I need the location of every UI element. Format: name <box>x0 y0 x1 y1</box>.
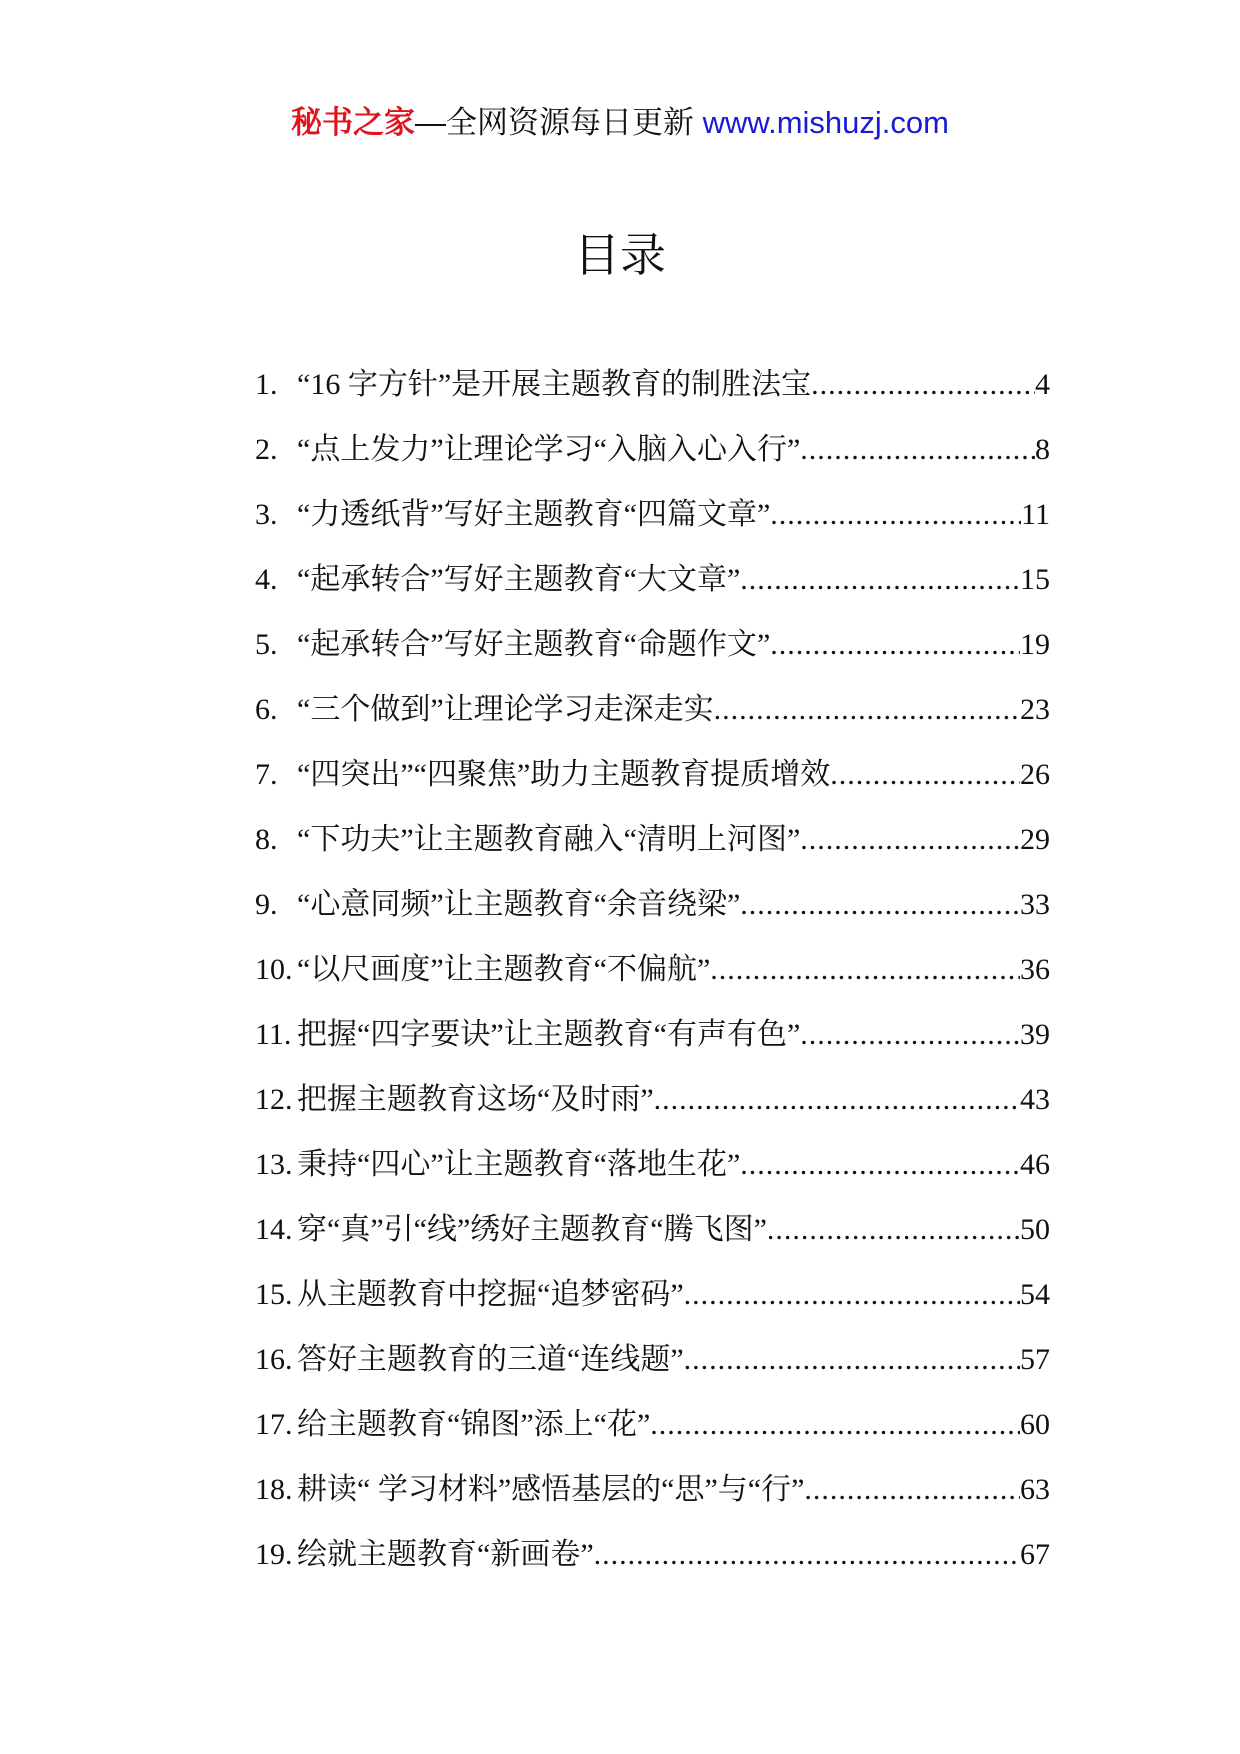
dot-leader <box>714 677 1020 742</box>
toc-entry-page: 23 <box>1020 693 1050 726</box>
toc-entry-page: 63 <box>1020 1473 1050 1506</box>
toc-entry-page: 33 <box>1020 888 1050 921</box>
toc-entry <box>255 547 1050 612</box>
toc-entry-page: 19 <box>1020 628 1050 661</box>
dot-leader <box>800 417 1035 482</box>
toc-entry <box>255 742 1050 807</box>
toc-entry-title: 答好主题教育的三道“连线题” <box>297 1343 684 1376</box>
toc-entry-number: 8. <box>255 823 278 856</box>
toc-entry-title: “以尺画度”让主题教育“不偏航” <box>297 953 711 986</box>
dot-leader <box>710 937 1020 1002</box>
toc-entry <box>255 612 1050 677</box>
toc-entry <box>255 417 1050 482</box>
toc-entry-title: “三个做到”让理论学习走深走实 <box>297 693 714 726</box>
toc-entry-page: 8 <box>1035 433 1050 466</box>
dot-leader <box>767 1197 1020 1262</box>
toc-entry-page: 57 <box>1020 1343 1050 1376</box>
toc-entry-page: 50 <box>1020 1213 1050 1246</box>
toc-entry-number: 4. <box>255 563 278 596</box>
toc-entry-title: “四突出”“四聚焦”助力主题教育提质增效 <box>297 758 831 791</box>
toc-entry <box>255 1327 1050 1392</box>
brand-name: 秘书之家 <box>291 105 416 140</box>
toc-entry-page: 60 <box>1020 1408 1050 1441</box>
site-header <box>0 98 1240 148</box>
toc-entry-page: 39 <box>1020 1018 1050 1051</box>
toc-entry-number: 15. <box>255 1278 293 1311</box>
toc-entry-number: 19. <box>255 1538 293 1571</box>
toc-entry-page: 29 <box>1020 823 1050 856</box>
toc-entry-page: 26 <box>1020 758 1050 791</box>
dot-leader <box>740 872 1020 937</box>
toc-entry-title: “下功夫”让主题教育融入“清明上河图” <box>297 823 801 856</box>
toc-entry <box>255 807 1050 872</box>
dot-leader <box>650 1392 1020 1457</box>
toc-entry-page: 36 <box>1020 953 1050 986</box>
toc-entry-page: 43 <box>1020 1083 1050 1116</box>
dot-leader <box>654 1067 1020 1132</box>
toc-entry-number: 5. <box>255 628 278 661</box>
toc-entry-number: 17. <box>255 1408 293 1441</box>
page-title: 目录 <box>574 229 666 281</box>
toc-entry <box>255 1132 1050 1197</box>
toc-entry <box>255 1457 1050 1522</box>
toc-entry-page: 15 <box>1020 563 1050 596</box>
dot-leader <box>684 1262 1020 1327</box>
site-url[interactable]: www.mishuzj.com <box>702 105 949 140</box>
dot-leader <box>770 482 1021 547</box>
dot-leader <box>830 742 1020 807</box>
dot-leader <box>594 1522 1020 1587</box>
toc-entry <box>255 1067 1050 1132</box>
toc-entry-number: 7. <box>255 758 278 791</box>
toc-entry <box>255 1392 1050 1457</box>
toc-entry-title: 耕读“ 学习材料”感悟基层的“思”与“行” <box>297 1473 805 1506</box>
toc-entry <box>255 677 1050 742</box>
dot-leader <box>804 1457 1020 1522</box>
toc-entry-title: 绘就主题教育“新画卷” <box>297 1538 594 1571</box>
dot-leader <box>800 1002 1020 1067</box>
toc-entry-title: “起承转合”写好主题教育“大文章” <box>297 563 741 596</box>
table-of-contents <box>255 352 1050 1587</box>
toc-entry-title: 穿“真”引“线”绣好主题教育“腾飞图” <box>297 1213 767 1246</box>
toc-entry <box>255 352 1050 417</box>
toc-entry <box>255 1197 1050 1262</box>
toc-entry-title: 从主题教育中挖掘“追梦密码” <box>297 1278 684 1311</box>
toc-entry-title: 把握主题教育这场“及时雨” <box>297 1083 654 1116</box>
header-slogan: —全网资源每日更新 <box>415 105 703 140</box>
toc-entry-page: 4 <box>1035 368 1050 401</box>
toc-entry-number: 2. <box>255 433 278 466</box>
toc-entry-number: 13. <box>255 1148 293 1181</box>
toc-entry-page: 46 <box>1020 1148 1050 1181</box>
toc-entry-page: 54 <box>1020 1278 1050 1311</box>
toc-entry-number: 1. <box>255 368 278 401</box>
toc-entry-title: 给主题教育“锦图”添上“花” <box>297 1408 651 1441</box>
toc-entry-title: “点上发力”让理论学习“入脑入心入行” <box>297 433 801 466</box>
toc-entry-number: 18. <box>255 1473 293 1506</box>
toc-entry <box>255 482 1050 547</box>
toc-entry-title: “起承转合”写好主题教育“命题作文” <box>297 628 771 661</box>
toc-entry-number: 6. <box>255 693 278 726</box>
toc-entry <box>255 1262 1050 1327</box>
toc-entry <box>255 872 1050 937</box>
toc-entry-number: 12. <box>255 1083 293 1116</box>
toc-entry-number: 14. <box>255 1213 293 1246</box>
dot-leader <box>740 1132 1020 1197</box>
toc-entry-page: 11 <box>1021 498 1050 531</box>
toc-entry <box>255 1522 1050 1587</box>
toc-entry-number: 10. <box>255 953 293 986</box>
toc-entry-title: “16 字方针”是开展主题教育的制胜法宝 <box>297 368 812 401</box>
dot-leader <box>770 612 1020 677</box>
toc-entry-number: 3. <box>255 498 278 531</box>
dot-leader <box>800 807 1020 872</box>
dot-leader <box>684 1327 1020 1392</box>
toc-entry-title: “心意同频”让主题教育“余音绕梁” <box>297 888 741 921</box>
toc-entry <box>255 1002 1050 1067</box>
toc-entry <box>255 937 1050 1002</box>
toc-entry-number: 9. <box>255 888 278 921</box>
toc-entry-number: 16. <box>255 1343 293 1376</box>
toc-entry-title: “力透纸背”写好主题教育“四篇文章” <box>297 498 771 531</box>
toc-entry-title: 秉持“四心”让主题教育“落地生花” <box>297 1148 741 1181</box>
dot-leader <box>811 352 1035 417</box>
toc-entry-number: 11. <box>255 1018 292 1051</box>
toc-entry-page: 67 <box>1020 1538 1050 1571</box>
toc-entry-title: 把握“四字要诀”让主题教育“有声有色” <box>297 1018 801 1051</box>
dot-leader <box>740 547 1020 612</box>
